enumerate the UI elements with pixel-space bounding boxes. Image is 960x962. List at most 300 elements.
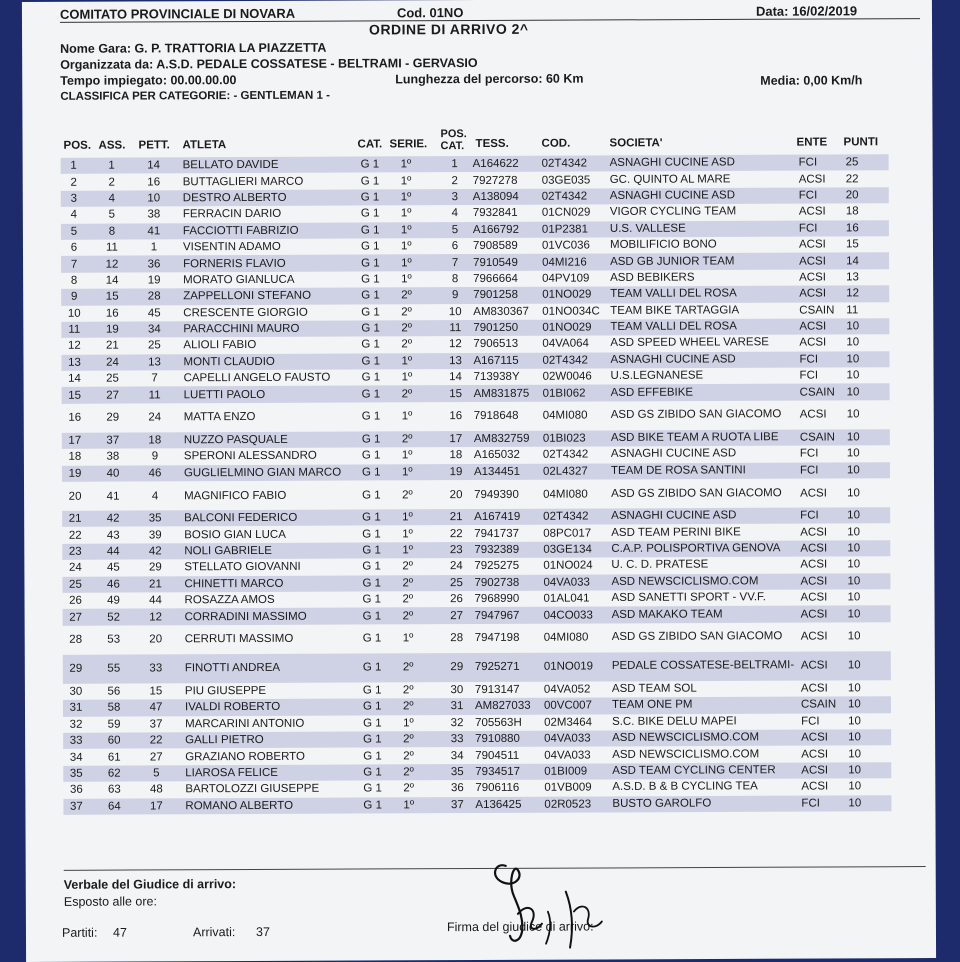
- cell-cat: G 1: [360, 175, 380, 188]
- cell-tess: 7934517: [475, 765, 521, 778]
- cell-cod: 01BI023: [542, 432, 586, 445]
- cell-punti: 10: [846, 320, 860, 333]
- cell-ass: 14: [105, 274, 119, 287]
- cell-cod: 02T4342: [543, 510, 589, 523]
- cell-atleta: BUTTAGLIERI MARCO: [182, 175, 304, 188]
- cell-cod: 01VC036: [541, 239, 590, 252]
- cell-cod: 02L4327: [542, 465, 588, 478]
- cell-cat: G 1: [360, 207, 380, 220]
- judge-signature-label: Firma del giudice di arrivo:: [446, 919, 594, 935]
- cell-pett: 24: [148, 411, 162, 424]
- cell-cat: G 1: [362, 544, 381, 557]
- cell-tess: A167115: [473, 354, 519, 367]
- cell-poscat: 37: [450, 798, 464, 811]
- cell-societa: TEAM VALLI DEL ROSA: [610, 320, 737, 334]
- cell-pett: 4: [151, 489, 159, 502]
- cell-pos: 11: [68, 323, 81, 336]
- cell-serie: 2º: [402, 700, 414, 713]
- cell-poscat: 21: [449, 511, 463, 524]
- cell-cod: 04VA052: [543, 683, 591, 696]
- cell-pett: 44: [149, 594, 162, 607]
- cell-ass: 19: [105, 323, 119, 336]
- cell-poscat: 15: [449, 387, 463, 400]
- cell-ass: 46: [107, 578, 120, 591]
- cell-poscat: 28: [450, 632, 464, 645]
- cell-serie: 1º: [403, 798, 415, 812]
- cell-serie: 1º: [400, 158, 412, 171]
- cell-pos: 34: [69, 751, 83, 764]
- cell-pos: 10: [67, 307, 81, 320]
- cell-pett: 39: [148, 528, 162, 542]
- table-row: [62, 400, 890, 433]
- cell-pett: 17: [149, 800, 163, 813]
- cell-ente: ACSI: [800, 659, 828, 672]
- cell-atleta: FERRACIN DARIO: [182, 208, 282, 221]
- cell-serie: 2º: [401, 433, 413, 446]
- cell-cat: G 1: [362, 560, 381, 573]
- cell-ass: 8: [108, 225, 116, 238]
- page-title: ORDINE DI ARRIVO 2^: [368, 20, 529, 38]
- cell-pett: 45: [147, 307, 161, 320]
- col-poscat-bottom: CAT.: [440, 140, 465, 153]
- cell-ente: ACSI: [801, 731, 828, 744]
- cell-tess: 7908589: [472, 239, 518, 253]
- cell-serie: 2º: [402, 684, 414, 697]
- cell-atleta: MARCARINI ANTONIO: [185, 717, 305, 731]
- cell-ente: CSAIN: [800, 698, 837, 711]
- cell-cod: 04MI080: [543, 488, 588, 501]
- cell-pett: 28: [147, 290, 161, 303]
- cell-atleta: CAPELLI ANGELO FAUSTO: [183, 371, 331, 385]
- cell-cod: 04VA033: [544, 749, 591, 762]
- cell-serie: 1º: [401, 466, 413, 479]
- table-row: [63, 651, 891, 684]
- cell-cat: G 1: [363, 782, 382, 795]
- cell-pos: 5: [70, 225, 78, 238]
- cell-poscat: 32: [450, 716, 464, 729]
- cell-ass: 59: [107, 718, 121, 731]
- cell-poscat: 27: [450, 609, 464, 622]
- cell-atleta: NOLI GABRIELE: [184, 544, 272, 558]
- cell-serie: 2º: [401, 305, 412, 319]
- started-count: 47: [112, 925, 127, 940]
- cell-pos: 25: [69, 578, 82, 591]
- cell-cat: G 1: [361, 306, 380, 319]
- cell-cat: G 1: [363, 799, 382, 812]
- cell-pos: 23: [68, 545, 82, 558]
- cell-serie: 1º: [401, 449, 413, 462]
- cell-punti: 10: [848, 747, 862, 760]
- cell-tess: AM831875: [473, 387, 530, 400]
- results-table: [61, 154, 934, 815]
- cell-tess: 7925275: [474, 560, 520, 573]
- cell-ente: ACSI: [800, 682, 828, 695]
- cell-societa: ASD GS ZIBIDO SAN GIACOMO: [610, 408, 782, 422]
- cell-serie: 1º: [401, 410, 413, 423]
- cell-serie: 2º: [401, 322, 412, 335]
- cell-poscat: 11: [449, 322, 462, 335]
- cell-ente: CSAIN: [799, 386, 835, 399]
- cell-societa: A.S.D. B & B CYCLING TEA: [612, 780, 758, 794]
- cell-poscat: 29: [450, 661, 464, 674]
- cell-tess: 7949390: [474, 488, 519, 501]
- cell-pett: 10: [147, 192, 161, 205]
- cell-pett: 13: [148, 356, 161, 369]
- cell-societa: VIGOR CYCLING TEAM: [609, 205, 737, 219]
- cell-poscat: 36: [450, 782, 464, 795]
- cell-tess: A138094: [472, 190, 519, 203]
- cell-poscat: 35: [450, 765, 464, 779]
- cell-tess: 7906116: [475, 782, 520, 795]
- cell-pos: 22: [68, 529, 82, 542]
- cell-serie: 1º: [400, 224, 412, 237]
- cell-pett: 27: [149, 750, 163, 763]
- cell-ente: ACSI: [799, 271, 826, 284]
- cell-pett: 16: [147, 175, 161, 189]
- results-sheet: [22, 0, 936, 962]
- cell-pett: 47: [149, 701, 163, 714]
- cell-poscat: 18: [449, 449, 463, 462]
- cell-pos: 30: [69, 685, 83, 698]
- cell-poscat: 22: [449, 527, 463, 540]
- cell-serie: 1º: [402, 544, 413, 557]
- cell-cod: 01BI009: [544, 765, 588, 778]
- cell-pos: 32: [69, 718, 83, 731]
- cell-tess: 7966664: [473, 272, 518, 285]
- cell-punti: 10: [847, 591, 861, 604]
- cell-poscat: 16: [449, 410, 463, 423]
- cell-atleta: PARACCHINI MAURO: [183, 322, 300, 336]
- cell-societa: ASNAGHI CUCINE ASD: [609, 156, 735, 170]
- cell-pett: 7: [151, 372, 158, 385]
- cell-punti: 10: [848, 731, 861, 744]
- cell-ente: ACSI: [798, 238, 826, 251]
- cell-tess: A166792: [472, 223, 519, 236]
- cell-punti: 10: [847, 542, 861, 555]
- cell-tess: 705563H: [475, 716, 522, 729]
- cell-societa: ASD NEWSCICLISMO.COM: [612, 747, 760, 761]
- cell-ass: 61: [107, 751, 121, 764]
- cell-ente: ACSI: [800, 591, 828, 604]
- cell-serie: 2º: [403, 766, 414, 779]
- course-length: Lunghezza del percorso: 60 Km: [395, 71, 584, 87]
- cell-atleta: ROSAZZA AMOS: [184, 594, 275, 607]
- cell-poscat: 6: [451, 240, 459, 253]
- cell-poscat: 14: [449, 371, 462, 384]
- cell-ente: ACSI: [800, 526, 828, 539]
- cell-cat: G 1: [361, 338, 380, 351]
- cell-cat: G 1: [362, 700, 382, 713]
- cell-punti: 15: [845, 238, 859, 251]
- cell-ente: FCI: [799, 353, 819, 366]
- cell-tess: 7910880: [475, 732, 520, 746]
- col-ass: ASS.: [98, 139, 126, 152]
- cell-ass: 64: [107, 800, 121, 813]
- col-pos: POS.: [63, 139, 92, 152]
- cell-cod: 01VB009: [544, 781, 592, 795]
- cell-ass: 24: [106, 356, 119, 369]
- cell-atleta: SPERONI ALESSANDRO: [183, 450, 317, 463]
- col-tess: TESS.: [475, 137, 509, 151]
- cell-serie: 2º: [401, 387, 413, 400]
- committee-name: COMITATO PROVINCIALE DI NOVARA: [59, 5, 296, 22]
- cell-cat: G 1: [362, 528, 381, 541]
- cell-punti: 13: [846, 271, 859, 284]
- cell-tess: 7927278: [472, 174, 518, 187]
- cell-pos: 4: [70, 209, 78, 222]
- cell-tess: A136425: [475, 798, 522, 811]
- cell-poscat: 5: [451, 223, 459, 236]
- cell-pos: 3: [70, 192, 77, 205]
- cell-punti: 10: [846, 408, 860, 421]
- cell-punti: 25: [845, 156, 859, 169]
- cell-ente: ACSI: [798, 205, 826, 218]
- cell-punti: 10: [847, 630, 861, 643]
- cell-societa: ASD BEBIKERS: [610, 271, 695, 284]
- cell-ente: ACSI: [800, 630, 828, 643]
- cell-pett: 36: [147, 257, 161, 270]
- cell-punti: 10: [847, 607, 861, 620]
- col-punti: PUNTI: [843, 136, 879, 149]
- cell-pos: 27: [69, 611, 83, 624]
- cell-tess: 7910549: [473, 256, 518, 269]
- cell-serie: 2º: [402, 560, 414, 573]
- col-pett: PETT.: [138, 139, 170, 152]
- cell-ass: 45: [106, 561, 120, 575]
- cell-cod: 01P2381: [541, 223, 588, 236]
- cell-societa: BUSTO GAROLFO: [612, 797, 712, 810]
- cell-ass: 63: [107, 783, 121, 796]
- cell-pos: 14: [68, 373, 81, 386]
- cell-cat: G 1: [361, 449, 381, 462]
- cell-cod: 02W0046: [542, 370, 592, 383]
- cell-tess: 7932389: [474, 543, 520, 557]
- cell-tess: 7913147: [474, 683, 520, 696]
- cell-punti: 22: [845, 172, 859, 185]
- cell-cod: 04VA033: [544, 732, 591, 745]
- cell-pett: 38: [147, 208, 161, 221]
- cell-cod: 01NO029: [542, 288, 592, 302]
- cell-societa: ASD SANETTI SPORT - VV.F.: [611, 591, 766, 605]
- cell-ass: 27: [106, 389, 120, 402]
- cell-societa: ASD TEAM PERINI BIKE: [611, 525, 741, 539]
- cell-pett: 33: [149, 662, 163, 675]
- cell-atleta: MORATO GIANLUCA: [183, 273, 295, 287]
- cell-poscat: 2: [451, 174, 458, 187]
- cell-pos: 1: [70, 159, 77, 172]
- cell-poscat: 4: [451, 207, 459, 220]
- cell-cod: 02T4342: [542, 354, 588, 367]
- cell-cod: 02R0523: [544, 798, 592, 811]
- cell-cat: G 1: [361, 371, 381, 384]
- cell-serie: 1º: [400, 174, 412, 187]
- cell-atleta: MATTA ENZO: [183, 411, 256, 424]
- cell-ente: ACSI: [800, 542, 828, 555]
- cell-punti: 10: [847, 659, 861, 672]
- judge-signature: [488, 851, 628, 952]
- cell-cat: G 1: [362, 511, 381, 524]
- cell-ass: 40: [106, 467, 120, 480]
- cell-pett: 1: [150, 241, 158, 254]
- cell-cat: G 1: [360, 158, 380, 171]
- cell-tess: 7932841: [472, 207, 518, 220]
- cell-atleta: FORNERIS FLAVIO: [183, 257, 286, 270]
- cell-ass: 41: [106, 490, 120, 503]
- cell-pett: 12: [149, 610, 163, 624]
- table-row: [62, 478, 890, 511]
- cell-tess: AM832759: [473, 432, 530, 446]
- cell-pos: 18: [68, 451, 82, 464]
- cell-punti: 10: [846, 336, 860, 349]
- cell-societa: ASD BIKE TEAM A RUOTA LIBE: [610, 431, 779, 444]
- cell-ente: ACSI: [800, 558, 828, 571]
- cell-cod: 01CN029: [541, 206, 591, 220]
- cell-atleta: ZAPPELLONI STEFANO: [183, 290, 312, 303]
- cell-societa: ASD TEAM SOL: [611, 682, 697, 695]
- cell-tess: A164622: [472, 158, 519, 171]
- average-speed: Media: 0,00 Km/h: [760, 73, 863, 88]
- cell-ente: ACSI: [800, 575, 828, 588]
- cell-pos: 28: [69, 633, 83, 647]
- cell-serie: 1º: [400, 240, 412, 253]
- cell-cod: 02T4342: [542, 448, 589, 462]
- cell-atleta: GALLI PIETRO: [185, 734, 264, 747]
- col-serie: SERIE.: [389, 138, 428, 151]
- category-classification: CLASSIFICA PER CATEGORIE: - GENTLEMAN 1 -: [60, 89, 330, 103]
- cell-cat: G 1: [361, 273, 380, 286]
- cell-societa: ASD GB JUNIOR TEAM: [610, 254, 735, 268]
- cell-societa: TEAM VALLI DEL ROSA: [610, 287, 737, 301]
- cell-poscat: 13: [449, 354, 462, 368]
- time-taken: Tempo impiegato: 00.00.00.00: [60, 73, 237, 88]
- cell-ass: 1: [108, 159, 115, 172]
- cell-cod: 02T4342: [541, 190, 588, 203]
- cell-punti: 11: [846, 304, 859, 317]
- cell-ass: 49: [107, 594, 120, 607]
- cell-pos: 29: [69, 662, 83, 676]
- cell-cat: G 1: [361, 410, 381, 423]
- cell-atleta: BARTOLOZZI GIUSEPPE: [185, 782, 320, 796]
- cell-atleta: CORRADINI MASSIMO: [184, 610, 307, 623]
- cell-serie: 1º: [400, 191, 412, 204]
- cell-cat: G 1: [362, 593, 382, 606]
- cell-serie: 1º: [401, 256, 412, 269]
- cell-societa: TEAM DE ROSA SANTINI: [610, 464, 746, 477]
- cell-pett: 35: [148, 512, 162, 525]
- cell-serie: 1º: [402, 511, 413, 524]
- cell-punti: 10: [847, 558, 861, 571]
- cell-poscat: 3: [451, 191, 458, 204]
- cell-cod: 03GE134: [543, 543, 592, 556]
- table-header: [60, 126, 930, 154]
- cell-serie: 2º: [402, 661, 414, 674]
- cell-poscat: 8: [451, 273, 459, 286]
- cell-ente: ACSI: [799, 336, 827, 350]
- cell-cod: 02T4342: [541, 157, 588, 170]
- cell-cod: 01BI062: [542, 387, 586, 400]
- cell-cod: 04PV109: [542, 272, 590, 285]
- cell-punti: 10: [846, 431, 860, 444]
- cell-ente: FCI: [799, 447, 819, 461]
- cell-punti: 10: [847, 509, 860, 522]
- cell-punti: 18: [845, 205, 859, 218]
- cell-serie: 2º: [401, 338, 413, 351]
- cell-punti: 10: [847, 525, 861, 539]
- cell-tess: AM827033: [474, 700, 531, 713]
- cell-societa: S.C. BIKE DELU MAPEI: [612, 715, 737, 728]
- cell-ass: 21: [105, 340, 119, 353]
- cell-poscat: 33: [450, 733, 464, 746]
- cell-atleta: GUGLIELMINO GIAN MARCO: [183, 466, 342, 480]
- cell-cat: G 1: [362, 684, 382, 697]
- cell-ass: 2: [108, 176, 115, 189]
- posted-at-label: Esposto alle ore:: [63, 894, 157, 909]
- col-ente: ENTE: [796, 136, 828, 149]
- cell-pos: 31: [69, 702, 83, 715]
- cell-poscat: 9: [451, 289, 459, 302]
- cell-cod: 01NO024: [543, 559, 593, 573]
- cell-poscat: 10: [448, 305, 462, 318]
- cell-ass: 55: [107, 662, 121, 675]
- cell-ente: FCI: [798, 156, 818, 169]
- cell-societa: ASD NEWSCICLISMO.COM: [612, 731, 760, 745]
- cell-tess: 7902738: [474, 576, 520, 589]
- organizer: Organizzata da: A.S.D. PEDALE COSSATESE - BELTRAMI - GERVASIO: [60, 56, 478, 72]
- cell-cat: G 1: [363, 766, 382, 779]
- cell-punti: 12: [846, 287, 860, 300]
- cell-atleta: FINOTTI ANDREA: [184, 662, 281, 675]
- cell-ente: ACSI: [799, 408, 827, 421]
- cell-cat: G 1: [360, 191, 380, 204]
- cell-societa: ASD SPEED WHEEL VARESE: [610, 336, 769, 350]
- cell-pett: 18: [148, 434, 162, 447]
- cell-atleta: CERRUTI MASSIMO: [184, 633, 294, 646]
- cell-cod: 01NO029: [542, 321, 592, 334]
- cell-cod: 01NO034C: [542, 305, 600, 318]
- cell-pett: 42: [148, 545, 162, 558]
- cell-ente: ACSI: [798, 173, 826, 186]
- col-cat: CAT.: [357, 138, 383, 151]
- cell-poscat: 25: [450, 576, 463, 589]
- cell-serie: 2º: [402, 593, 414, 606]
- cell-pett: 34: [147, 323, 161, 336]
- cell-punti: 10: [848, 715, 861, 728]
- cell-pos: 13: [68, 356, 81, 369]
- cell-pett: 29: [148, 561, 162, 574]
- cell-cat: G 1: [363, 749, 382, 763]
- cell-pett: 5: [153, 767, 160, 780]
- cell-cod: 04MI080: [542, 409, 588, 423]
- cell-pos: 19: [68, 467, 82, 480]
- cell-serie: 1º: [403, 717, 414, 730]
- cell-pett: 37: [149, 718, 163, 731]
- cell-pett: 21: [149, 578, 162, 591]
- cell-societa: U. C. D. PRATESE: [611, 558, 709, 572]
- cell-pett: 11: [148, 389, 161, 402]
- cell-societa: GC. QUINTO AL MARE: [609, 172, 731, 186]
- cell-tess: 7901250: [473, 321, 519, 335]
- cell-pett: 41: [147, 225, 161, 238]
- cell-serie: 2º: [402, 488, 413, 501]
- cell-ass: 11: [105, 241, 118, 254]
- cell-ass: 44: [106, 545, 120, 558]
- cell-cat: G 1: [362, 632, 382, 645]
- cell-serie: 1º: [401, 371, 413, 384]
- cell-pos: 35: [69, 767, 83, 780]
- cell-ente: FCI: [799, 464, 819, 477]
- cell-cat: G 1: [362, 488, 381, 502]
- cell-ass: 56: [107, 685, 121, 698]
